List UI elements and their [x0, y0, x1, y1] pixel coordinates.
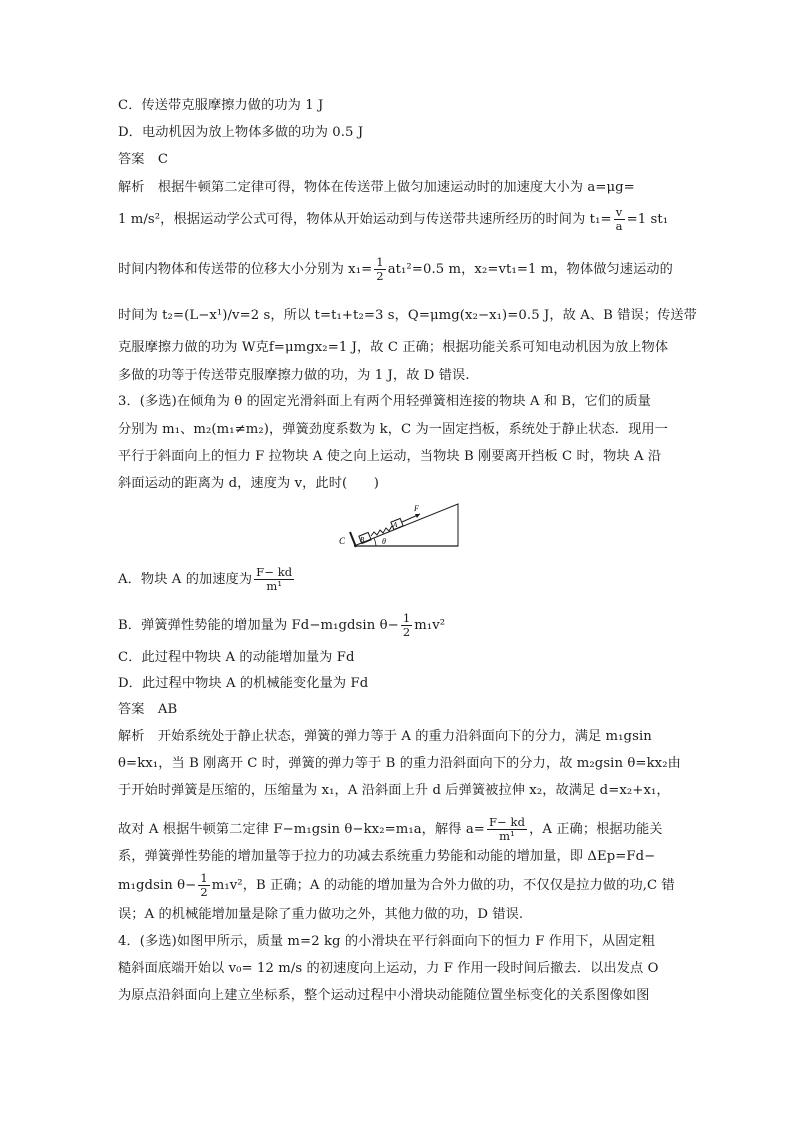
text-line: 误；A 的机械能增加量是除了重力做功之外，其他力做的功，D 错误. — [118, 907, 524, 922]
text-line: 于开始时弹簧是压缩的，压缩量为 x₁，A 沿斜面上升 d 后弹簧被拉伸 x₂，故满足 d=x₂+x₁， — [118, 783, 670, 798]
text-line: 系，弹簧弹性势能的增加量等于拉力的功减去系统重力势能和动能的增加量，即 ΔEp=Fd− — [118, 849, 656, 864]
numerator: 1 — [200, 871, 208, 885]
option-a — [118, 566, 678, 593]
label-a: A — [393, 521, 398, 529]
text-line: 多做的功等于传送带克服摩擦力做的功，为 1 J，故 D 错误. — [118, 368, 470, 383]
numerator: 1 — [402, 611, 411, 625]
barrier-plate — [350, 532, 356, 547]
denominator: 2 — [402, 625, 411, 639]
eq-text: B．弹簧弹性势能的增加量为 Fd−m₁gdsin θ− — [118, 618, 399, 633]
incline-surface — [354, 504, 458, 546]
answer-label: 答案 C — [118, 152, 169, 167]
equation-line — [118, 206, 678, 233]
equation-line — [118, 872, 678, 899]
text-line: 解析 开始系统处于静止状态，弹簧的弹力等于 A 的重力沿斜面向下的分力，满足 m₁gsin — [118, 729, 652, 744]
denominator: m¹ — [499, 829, 515, 843]
eq-text: =1 st₁ — [626, 212, 669, 227]
equation-line — [118, 256, 678, 283]
eq-text: ，A 正确；根据功能关 — [529, 822, 663, 837]
label-f: F — [414, 504, 419, 513]
question-4-line: 4．(多选)如图甲所示，质量 m=2 kg 的小滑块在平行斜面向下的恒力 F 作用下，从固定粗 — [118, 934, 656, 949]
question-4-line: 为原点沿斜面向上建立坐标系，整个运动过程中小滑块动能随位置坐标变化的关系图像如图 — [118, 988, 650, 1003]
denominator: m¹ — [266, 579, 283, 593]
angle-arc — [374, 538, 376, 546]
eq-text: 故对 A 根据牛顿第二定律 F−m₁gsin θ−kx₂=m₁a，解得 a= — [118, 822, 485, 837]
fraction — [198, 872, 209, 899]
text-line: C．传送带克服摩擦力做的功为 1 J — [118, 98, 324, 113]
denominator: a — [615, 219, 623, 233]
incline-diagram — [336, 500, 466, 552]
numerator: 1 — [376, 255, 384, 269]
numerator: F− kd — [256, 565, 293, 579]
eq-text: m₁v² — [414, 618, 446, 633]
text-line: θ=kx₁，当 B 刚离开 C 时，弹簧的弹力等于 B 的重力沿斜面向下的分力，故 m₂gsin θ=kx₂由 — [118, 756, 681, 771]
eq-text: 1 m/s²，根据运动学公式可得，物体从开始运动到与传送带共速所经历的时间为 t₁= — [118, 212, 612, 227]
denominator: 2 — [376, 269, 384, 283]
fraction — [487, 816, 527, 843]
option-b — [118, 612, 678, 639]
fraction — [401, 612, 412, 639]
numerator: F− kd — [488, 815, 526, 829]
label-theta: θ — [382, 537, 386, 546]
denominator: 2 — [200, 885, 208, 899]
numerator: v — [614, 206, 625, 220]
question-4-line: 糙斜面底端开始以 v₀= 12 m/s 的初速度向上运动，力 F 作用一段时间后撤去．以出发点 O — [118, 961, 659, 976]
eq-text: m₁v²，B 正确；A 的动能的增加量为合外力做的功，不仅仅是拉力做的功,C 错 — [211, 878, 675, 893]
fraction — [374, 256, 385, 283]
equation-line — [118, 816, 678, 843]
text-line: 时间为 t₂=(L−x¹)/v=2 s，所以 t=t₁+t₂=3 s，Q=μmg(x₂−x₁)=0.5 J，故 A、B 错误；传送带 — [118, 308, 697, 323]
question-3-line: 分别为 m₁、m₂(m₁≠m₂)，弹簧劲度系数为 k，C 为一固定挡板，系统处于静止状态．现用一 — [118, 422, 668, 437]
question-3-line: 3．(多选)在倾角为 θ 的固定光滑斜面上有两个用轻弹簧相连接的物块 A 和 B，它们的质量 — [118, 394, 651, 409]
label-b: B — [360, 536, 365, 544]
option-c: C．此过程中物块 A 的动能增加量为 Fd — [118, 650, 355, 665]
eq-text: at₁²=0.5 m，x₂=vt₁=1 m，物体做匀速运动的 — [387, 262, 673, 277]
text-line: D．电动机因为放上物体多做的功为 0.5 J — [118, 125, 364, 140]
text-line: 克服摩擦力做的功为 W克f=μmgx₂=1 J，故 C 正确；根据功能关系可知电动机因为放上物体 — [118, 340, 669, 355]
fraction — [614, 206, 625, 233]
eq-text: m₁gdsin θ− — [118, 878, 197, 893]
fraction — [254, 566, 294, 593]
text-line: 解析 根据牛顿第二定律可得，物体在传送带上做匀加速运动时的加速度大小为 a=μg= — [118, 180, 635, 195]
eq-text: A．物块 A 的加速度为 — [118, 572, 253, 587]
label-c: C — [339, 536, 346, 546]
eq-text: 时间内物体和传送带的位移大小分别为 x₁= — [118, 262, 373, 277]
question-3-line: 斜面运动的距离为 d，速度为 v，此时( ) — [118, 476, 380, 491]
question-3-line: 平行于斜面向上的恒力 F 拉物块 A 使之向上运动，当物块 B 刚要离开挡板 C 时，物块 A 沿 — [118, 449, 662, 464]
answer-label: 答案 AB — [118, 702, 178, 717]
option-d: D．此过程中物块 A 的机械能变化量为 Fd — [118, 676, 369, 691]
